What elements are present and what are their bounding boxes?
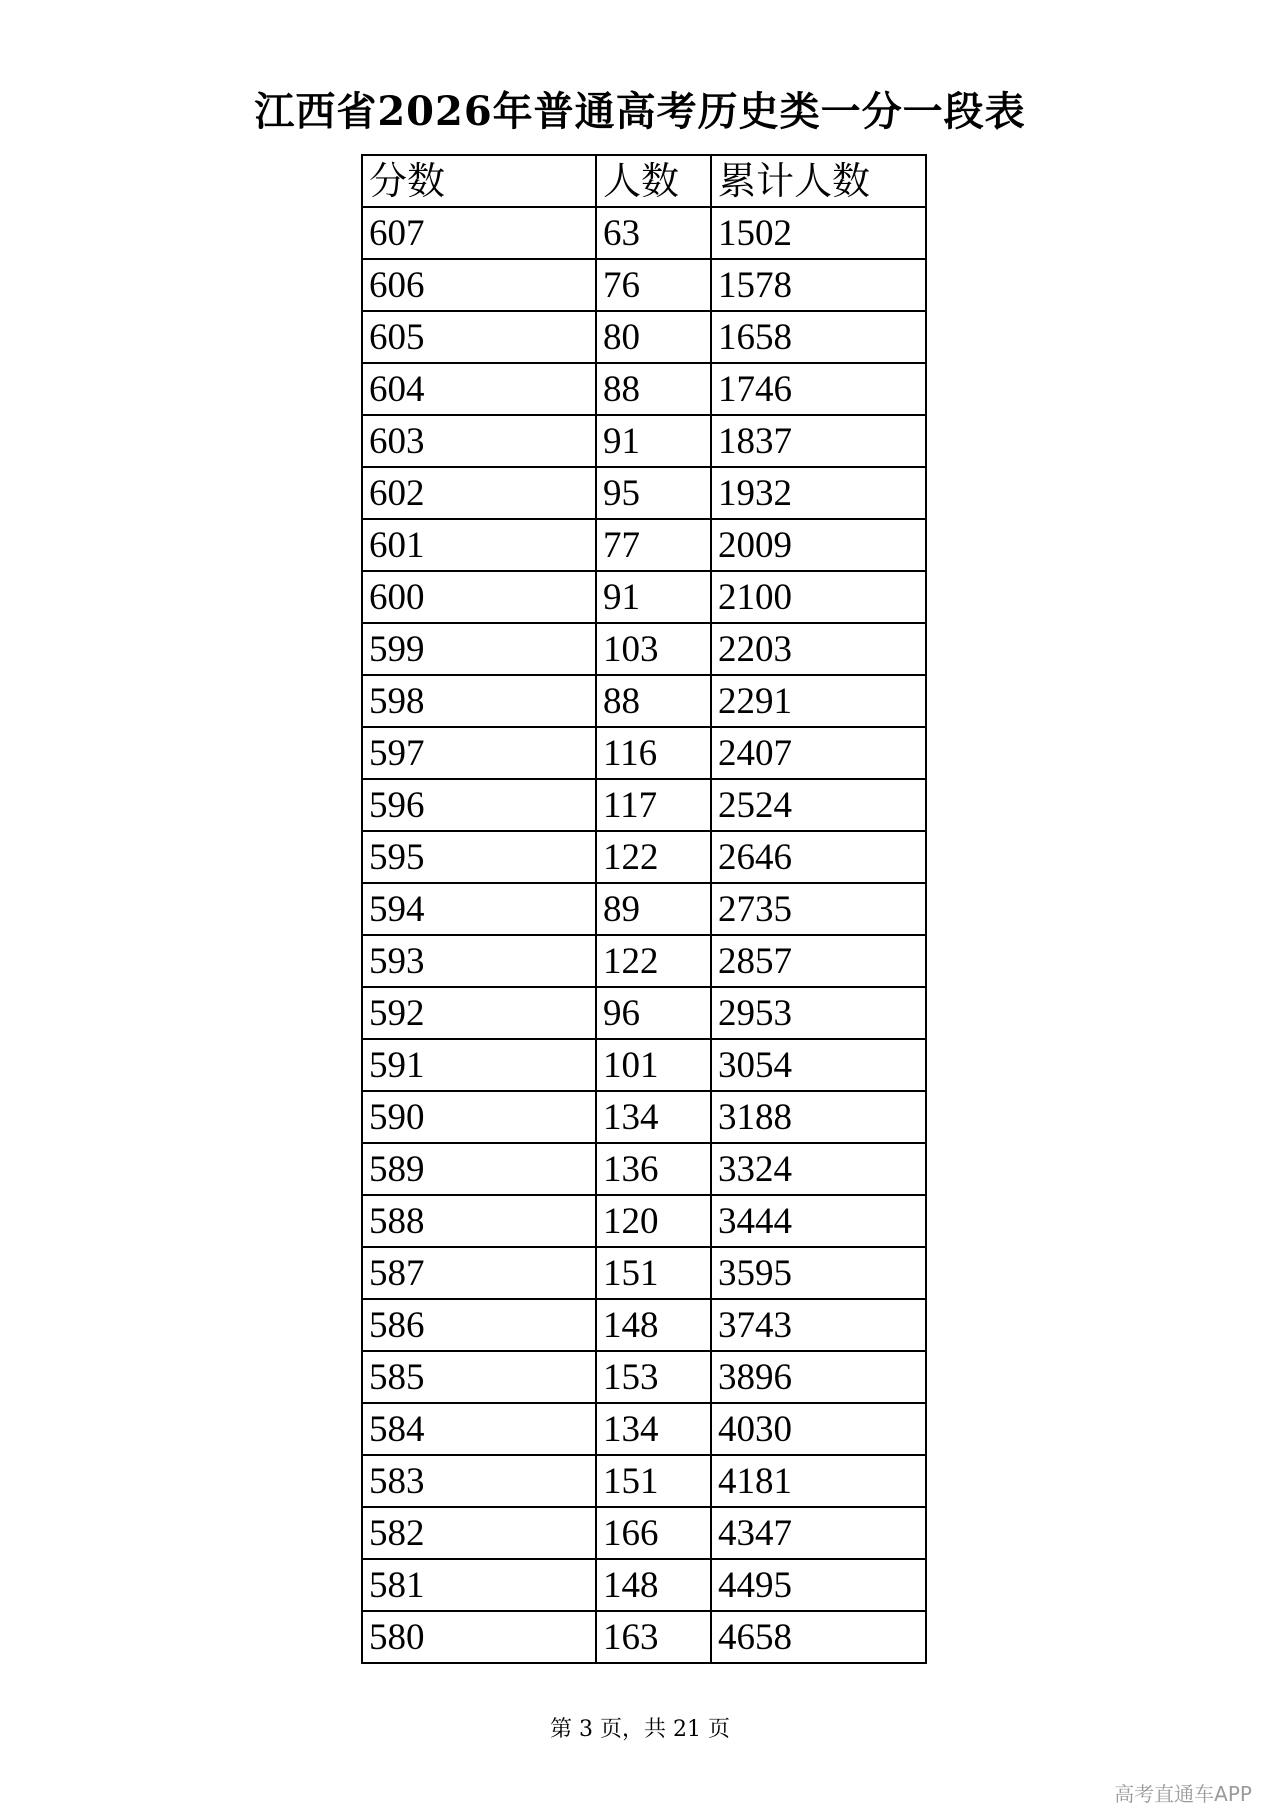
table-row [362,1039,926,1091]
score-distribution-table [361,154,927,1664]
table-row [362,259,926,311]
count-cell: 103 [596,623,711,675]
cumulative-cell: 2009 [711,519,926,571]
header-cumulative: 累计人数 [711,155,926,207]
score-cell: 593 [362,935,596,987]
score-cell: 588 [362,1195,596,1247]
count-cell: 122 [596,831,711,883]
cumulative-cell: 3743 [711,1299,926,1351]
score-cell: 604 [362,363,596,415]
table-row [362,467,926,519]
cumulative-cell: 2100 [711,571,926,623]
cumulative-cell: 3896 [711,1351,926,1403]
count-cell: 120 [596,1195,711,1247]
score-cell: 598 [362,675,596,727]
table-row [362,935,926,987]
table-row [362,1559,926,1611]
cumulative-cell: 2407 [711,727,926,779]
score-cell: 585 [362,1351,596,1403]
count-cell: 151 [596,1455,711,1507]
count-cell: 163 [596,1611,711,1663]
score-cell: 599 [362,623,596,675]
count-cell: 88 [596,675,711,727]
count-cell: 95 [596,467,711,519]
cumulative-cell: 4495 [711,1559,926,1611]
count-cell: 116 [596,727,711,779]
cumulative-cell: 1746 [711,363,926,415]
cumulative-cell: 4347 [711,1507,926,1559]
cumulative-cell: 3054 [711,1039,926,1091]
count-cell: 96 [596,987,711,1039]
score-cell: 592 [362,987,596,1039]
table-row [362,779,926,831]
cumulative-cell: 2953 [711,987,926,1039]
header-count: 人数 [596,155,711,207]
score-cell: 589 [362,1143,596,1195]
table-row [362,207,926,259]
table-row [362,415,926,467]
count-cell: 134 [596,1403,711,1455]
table-row [362,1403,926,1455]
score-cell: 607 [362,207,596,259]
count-cell: 89 [596,883,711,935]
table-row [362,727,926,779]
score-cell: 595 [362,831,596,883]
count-cell: 166 [596,1507,711,1559]
table-row [362,363,926,415]
cumulative-cell: 1502 [711,207,926,259]
count-cell: 134 [596,1091,711,1143]
watermark: 高考直通车APP [1114,1782,1252,1806]
table-row [362,623,926,675]
table-row [362,311,926,363]
count-cell: 148 [596,1559,711,1611]
count-cell: 153 [596,1351,711,1403]
cumulative-cell: 2735 [711,883,926,935]
count-cell: 151 [596,1247,711,1299]
count-cell: 91 [596,415,711,467]
count-cell: 148 [596,1299,711,1351]
table-row [362,987,926,1039]
count-cell: 91 [596,571,711,623]
score-cell: 583 [362,1455,596,1507]
cumulative-cell: 3324 [711,1143,926,1195]
table-row [362,1351,926,1403]
score-cell: 601 [362,519,596,571]
page-footer: 第 3 页，共 21 页 [550,1717,730,1742]
cumulative-cell: 4658 [711,1611,926,1663]
table-row [362,519,926,571]
score-cell: 581 [362,1559,596,1611]
cumulative-cell: 1932 [711,467,926,519]
table-row [362,1507,926,1559]
score-cell: 606 [362,259,596,311]
score-cell: 602 [362,467,596,519]
cumulative-cell: 2524 [711,779,926,831]
table-row [362,571,926,623]
count-cell: 63 [596,207,711,259]
table-row [362,1299,926,1351]
table-row [362,1247,926,1299]
table-body [362,207,926,1663]
score-cell: 580 [362,1611,596,1663]
cumulative-cell: 2857 [711,935,926,987]
score-cell: 587 [362,1247,596,1299]
cumulative-cell: 2291 [711,675,926,727]
page-title: 江西省2026年普通高考历史类一分一段表 [254,88,1026,135]
cumulative-cell: 3444 [711,1195,926,1247]
table-row [362,1091,926,1143]
cumulative-cell: 1837 [711,415,926,467]
count-cell: 88 [596,363,711,415]
count-cell: 117 [596,779,711,831]
table-row [362,883,926,935]
score-cell: 597 [362,727,596,779]
score-cell: 582 [362,1507,596,1559]
table-row [362,1195,926,1247]
table-row [362,675,926,727]
score-cell: 594 [362,883,596,935]
score-cell: 605 [362,311,596,363]
cumulative-cell: 4181 [711,1455,926,1507]
score-cell: 591 [362,1039,596,1091]
count-cell: 76 [596,259,711,311]
cumulative-cell: 2646 [711,831,926,883]
count-cell: 101 [596,1039,711,1091]
header-score: 分数 [362,155,596,207]
table-row [362,1611,926,1663]
table-row [362,1455,926,1507]
count-cell: 77 [596,519,711,571]
table-header [362,155,926,207]
score-cell: 590 [362,1091,596,1143]
cumulative-cell: 4030 [711,1403,926,1455]
cumulative-cell: 1578 [711,259,926,311]
cumulative-cell: 2203 [711,623,926,675]
count-cell: 80 [596,311,711,363]
score-cell: 596 [362,779,596,831]
score-cell: 603 [362,415,596,467]
score-cell: 586 [362,1299,596,1351]
count-cell: 122 [596,935,711,987]
cumulative-cell: 1658 [711,311,926,363]
cumulative-cell: 3595 [711,1247,926,1299]
table-row [362,831,926,883]
header-row [362,155,926,207]
count-cell: 136 [596,1143,711,1195]
score-cell: 584 [362,1403,596,1455]
score-cell: 600 [362,571,596,623]
table-row [362,1143,926,1195]
cumulative-cell: 3188 [711,1091,926,1143]
